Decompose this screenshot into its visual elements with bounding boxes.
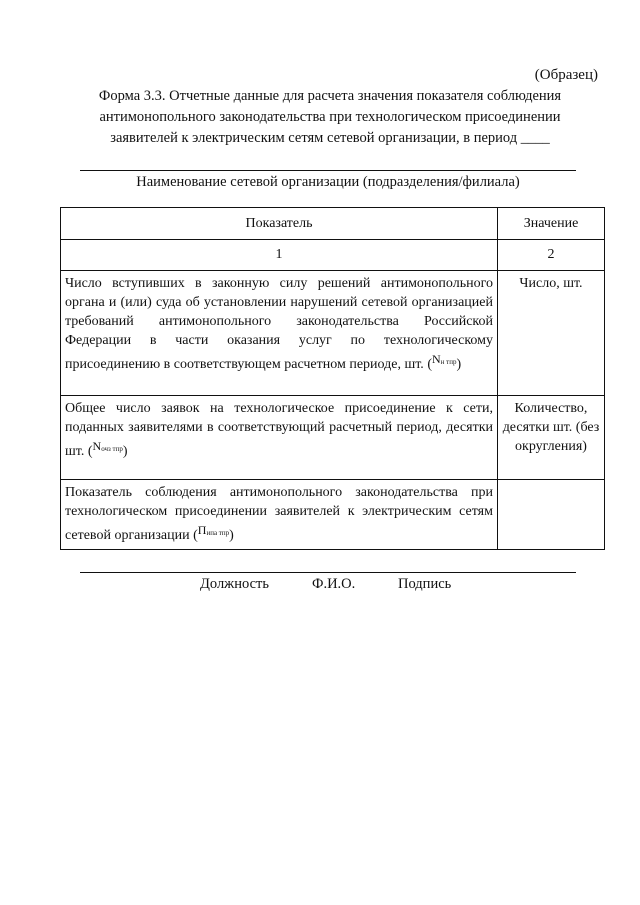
column-number-row (61, 240, 605, 271)
indicator-text: Показатель соблюдения антимонопольного законодательства при технологическом присоединении заявителей к электрическим сетям сетевой организации (65, 485, 493, 543)
indicator-cell (61, 396, 498, 480)
name-label: Ф.И.О. (312, 576, 356, 592)
symbol-main: N (431, 352, 441, 366)
symbol-main: П (197, 523, 207, 537)
organization-name-line (80, 170, 576, 171)
indicator-cell (61, 480, 498, 550)
symbol-main: N (92, 439, 102, 453)
form-title-line: Форма 3.3. Отчетные данные для расчета значения показателя соблюдения (98, 88, 562, 104)
column-number-1: 1 (61, 240, 498, 271)
indicator-symbol: ($^N_{н тпр}$) (427, 352, 462, 372)
symbol-subscript: ипа тпр (206, 529, 230, 537)
table-row (61, 396, 605, 480)
signature-label: Подпись (398, 576, 452, 592)
indicator-symbol: ($^N_{очз тпр}$) (87, 439, 128, 459)
form-title (80, 86, 580, 149)
value-cell: Количество, десятки шт. (без округления) (498, 396, 605, 480)
table-header-row (61, 208, 605, 240)
indicator-text: Общее число заявок на технологическое присоединение к сети, поданных заявителями в соответствующий расчетный период, десятки шт. (65, 401, 493, 459)
indicator-symbol: ($^П_{ипа тпр}$) (193, 523, 234, 543)
table-row (61, 271, 605, 396)
header-indicator: Показатель (61, 208, 498, 240)
symbol-subscript: н тпр (440, 358, 457, 366)
signature-line (80, 572, 576, 573)
symbol-subscript: очз тпр (101, 445, 123, 453)
column-number-2: 2 (498, 240, 605, 271)
table-row (61, 480, 605, 550)
sample-label: (Образец) (534, 67, 598, 83)
indicator-cell (61, 271, 498, 396)
form-title-line: заявителей к электрическим сетям сетевой организации, в период ____ (110, 130, 550, 146)
position-label: Должность (200, 576, 269, 592)
form-title-line: антимонопольного законодательства при технологическом присоединении (99, 109, 561, 125)
value-cell (498, 480, 605, 550)
value-cell: Число, шт. (498, 271, 605, 396)
header-value: Значение (498, 208, 605, 240)
indicator-text: Число вступивших в законную силу решений антимонопольного органа и (или) суда об установлении нарушений сетевой организацией требований антимонопольного законодательства Российской Федерации в части оказания услуг по технологическому присоединению в соответствующем расчетном периоде, шт. (65, 276, 493, 372)
organization-caption: Наименование сетевой организации (подразделения/филиала) (136, 174, 520, 190)
indicators-table (60, 207, 605, 550)
